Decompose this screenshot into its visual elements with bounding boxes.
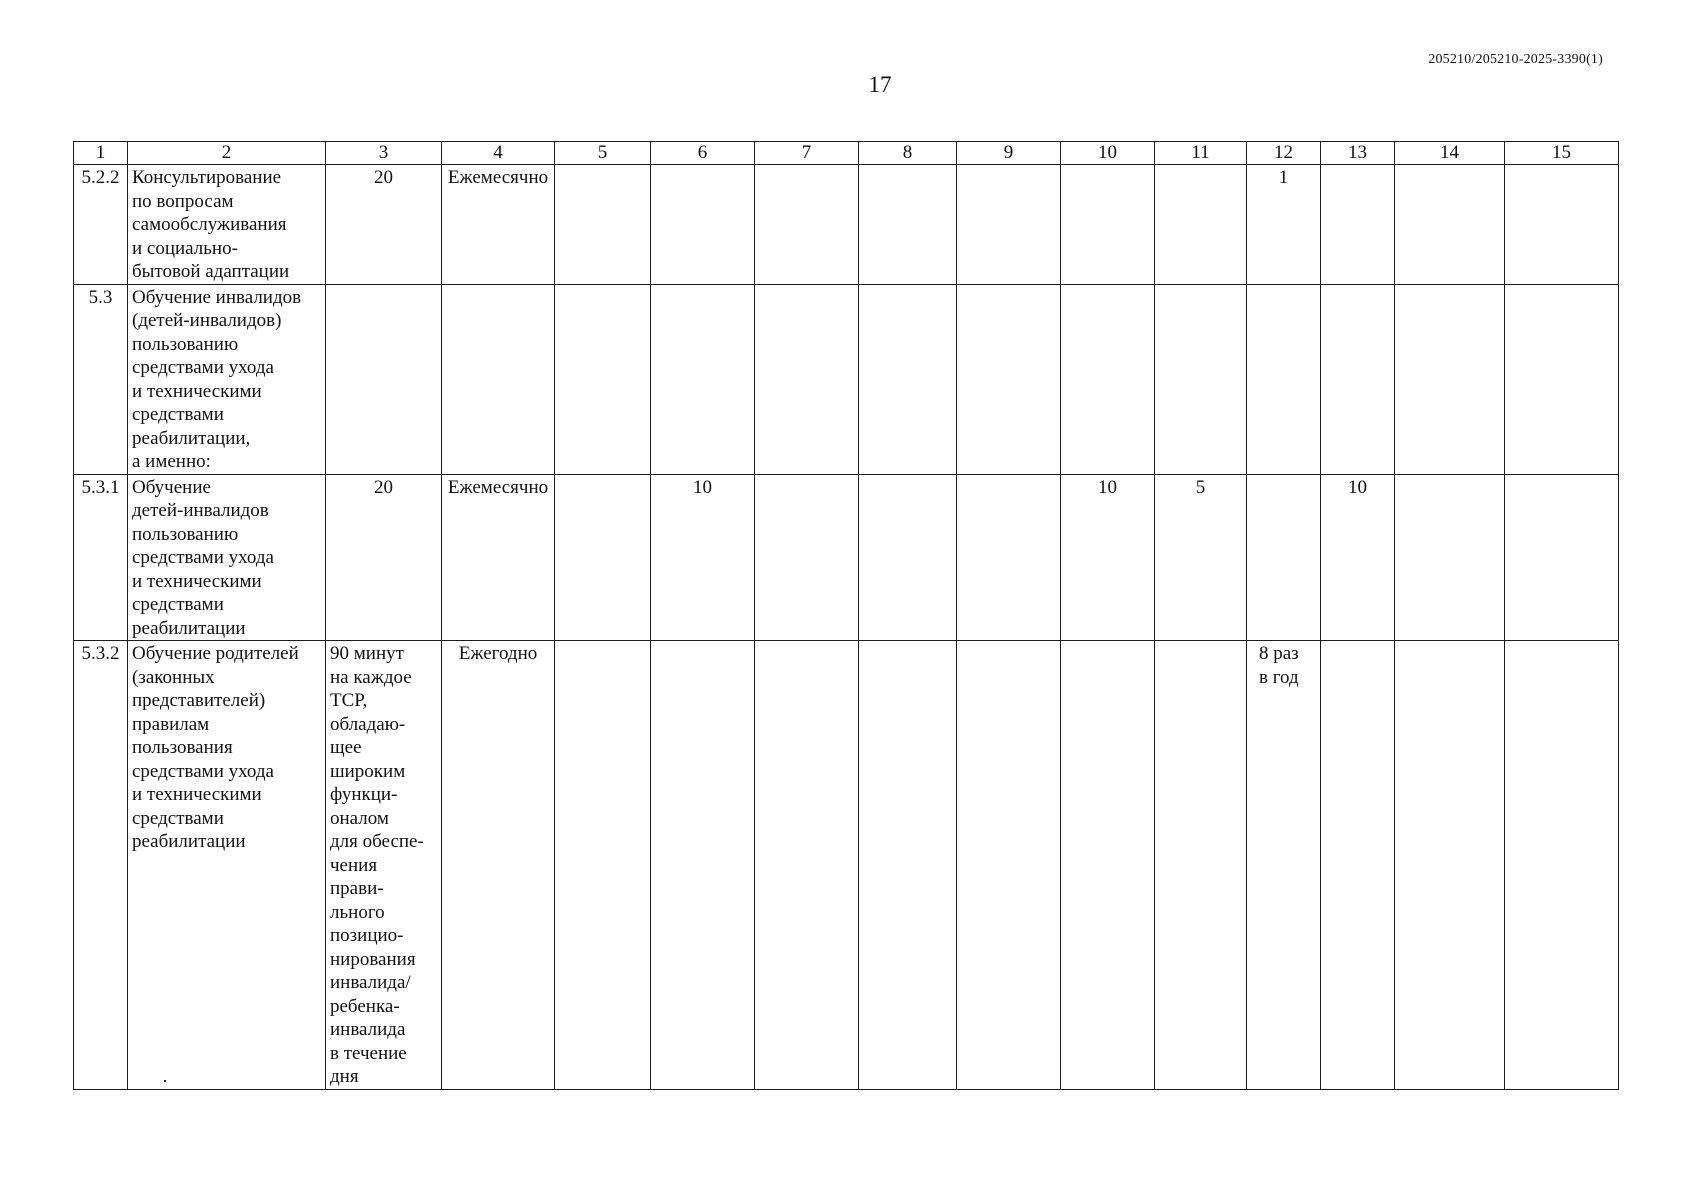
table-cell	[1061, 641, 1155, 1090]
table-cell: Ежемесячно	[442, 474, 555, 641]
column-number: 8	[859, 142, 957, 165]
table-cell	[555, 165, 651, 285]
column-number: 2	[128, 142, 326, 165]
table-cell	[1247, 474, 1321, 641]
table-cell	[1505, 284, 1619, 474]
column-number: 12	[1247, 142, 1321, 165]
column-number: 11	[1155, 142, 1247, 165]
table-cell	[859, 641, 957, 1090]
table-cell	[755, 641, 859, 1090]
table-row-5-3	[74, 284, 1619, 474]
table-cell: Обучение инвалидов (детей-инвалидов) пользованию средствами ухода и техническими средствами реабилитации, а именно:	[128, 284, 326, 474]
table-cell: 20	[326, 165, 442, 285]
table-cell: Обучение родителей (законных представителей) правилам пользования средствами ухода и техническими средствами реабилитации	[128, 641, 326, 1090]
column-number: 6	[651, 142, 755, 165]
table-row-5-3-1	[74, 474, 1619, 641]
table-cell	[555, 641, 651, 1090]
table-cell	[957, 165, 1061, 285]
table-cell	[859, 284, 957, 474]
table-cell	[1155, 641, 1247, 1090]
table-cell: Ежегодно	[442, 641, 555, 1090]
column-number: 1	[74, 142, 128, 165]
table-cell	[651, 641, 755, 1090]
table-cell: 5.3	[74, 284, 128, 474]
table-cell	[755, 165, 859, 285]
column-number: 4	[442, 142, 555, 165]
page-number: 17	[868, 72, 892, 97]
table-row-5-3-2	[74, 641, 1619, 1090]
table-cell: Консультирование по вопросам самообслуживания и социально- бытовой адаптации	[128, 165, 326, 285]
table-cell	[957, 284, 1061, 474]
column-number: 13	[1321, 142, 1395, 165]
column-number: 10	[1061, 142, 1155, 165]
table-cell	[957, 641, 1061, 1090]
table-cell: 90 минут на каждое ТСР, обладаю- щее широким функци- оналом для обеспе- чения прави- льного позицио- нирования инвалида/ ребенка- инвалида в течение дня	[326, 641, 442, 1090]
table-cell	[957, 474, 1061, 641]
table-cell: 10	[1061, 474, 1155, 641]
table-cell	[1505, 641, 1619, 1090]
column-number: 7	[755, 142, 859, 165]
table-cell: 10	[1321, 474, 1395, 641]
table-cell	[1155, 284, 1247, 474]
table-cell	[755, 474, 859, 641]
table-cell: 20	[326, 474, 442, 641]
table-cell	[1395, 641, 1505, 1090]
column-number: 5	[555, 142, 651, 165]
column-number: 15	[1505, 142, 1619, 165]
table-cell	[859, 474, 957, 641]
document-id: 205210/205210-2025-3390(1)	[1428, 52, 1603, 67]
table-cell	[1061, 284, 1155, 474]
column-number: 9	[957, 142, 1061, 165]
table-cell	[1395, 474, 1505, 641]
table-cell: 5.2.2	[74, 165, 128, 285]
column-number: 14	[1395, 142, 1505, 165]
table-cell	[651, 284, 755, 474]
table-row-5-2-2	[74, 165, 1619, 285]
table-cell	[555, 284, 651, 474]
table-cell	[755, 284, 859, 474]
services-table	[73, 141, 1619, 1090]
column-number-row	[74, 142, 1619, 165]
table-cell	[555, 474, 651, 641]
table-cell	[1505, 474, 1619, 641]
table-cell	[1061, 165, 1155, 285]
table-cell: 1	[1247, 165, 1321, 285]
table-cell	[1155, 165, 1247, 285]
table-cell	[859, 165, 957, 285]
table-cell: Ежемесячно	[442, 165, 555, 285]
table-cell: 10	[651, 474, 755, 641]
table-cell	[1395, 165, 1505, 285]
table-cell	[1321, 165, 1395, 285]
table-cell: 8 раз в год	[1247, 641, 1321, 1090]
table-cell	[1321, 284, 1395, 474]
table-cell: Обучение детей-инвалидов пользованию средствами ухода и техническими средствами реабилитации	[128, 474, 326, 641]
scan-speck	[164, 1080, 166, 1082]
table-cell	[326, 284, 442, 474]
column-number: 3	[326, 142, 442, 165]
table-cell	[1505, 165, 1619, 285]
table-cell: 5.3.1	[74, 474, 128, 641]
table-cell: 5.3.2	[74, 641, 128, 1090]
table-cell	[1321, 641, 1395, 1090]
table-cell	[1395, 284, 1505, 474]
table-cell	[442, 284, 555, 474]
table-cell	[651, 165, 755, 285]
table-cell: 5	[1155, 474, 1247, 641]
table-cell	[1247, 284, 1321, 474]
